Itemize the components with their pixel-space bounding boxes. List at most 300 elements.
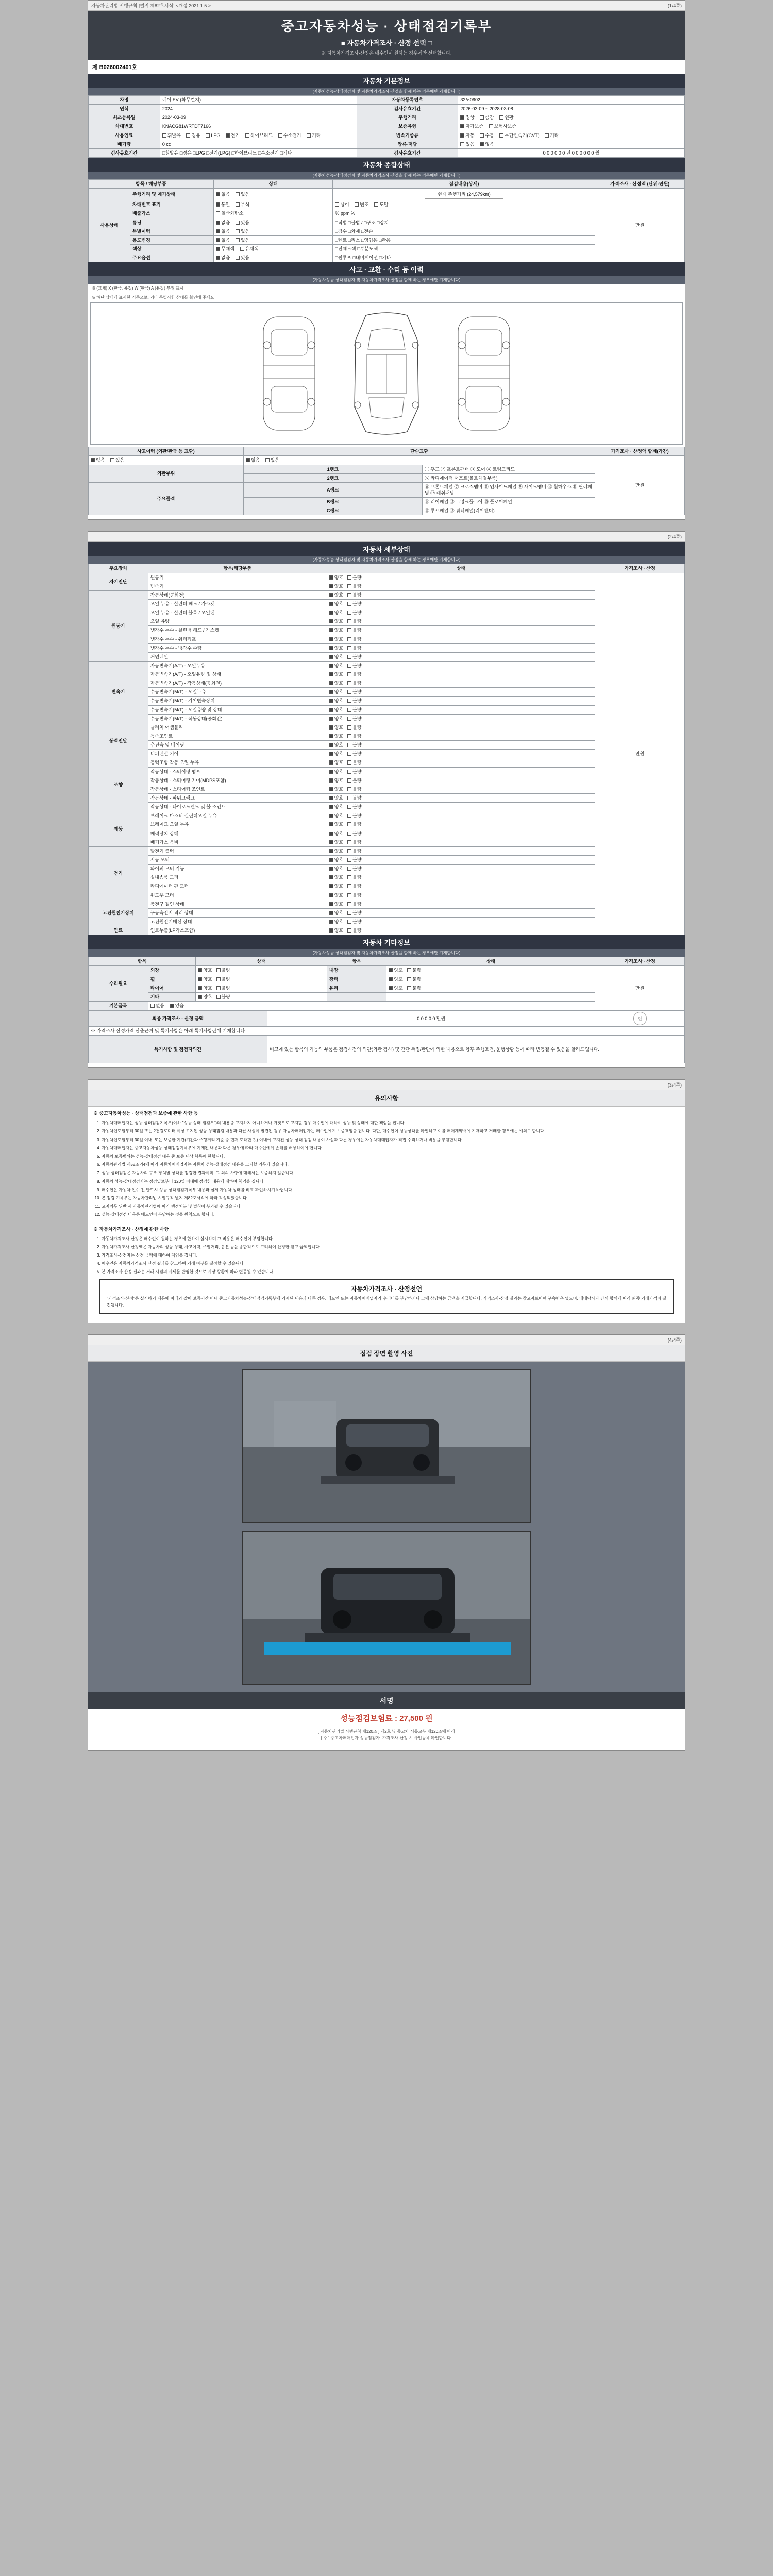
- state-ok[interactable]: 양호: [329, 866, 343, 872]
- state-ok[interactable]: 양호: [329, 892, 343, 899]
- state-ok[interactable]: 양호: [329, 769, 343, 775]
- detail-state: [327, 829, 595, 838]
- table-head-row: [89, 179, 685, 188]
- ov6-chroma[interactable]: 유채색: [240, 246, 259, 252]
- state-bad[interactable]: 불량: [347, 636, 361, 642]
- state-bad[interactable]: 불량: [347, 645, 361, 651]
- state-bad[interactable]: 불량: [347, 716, 361, 722]
- detail-item: 오일 누유 - 실린더 헤드 / 가스켓: [148, 599, 327, 608]
- warranty-opt-insurance[interactable]: 보험사보증: [489, 123, 516, 129]
- detail-head-2: 상태: [327, 564, 595, 573]
- state-ok[interactable]: 양호: [329, 698, 343, 704]
- page-4: [88, 1334, 685, 1751]
- seal-icon: 인: [633, 1012, 647, 1025]
- state-ok[interactable]: 양호: [329, 689, 343, 695]
- state-ok[interactable]: 양호: [329, 636, 343, 642]
- detail-item: 작동상태 - 스티어링 펌프: [148, 767, 327, 776]
- state-ok[interactable]: 양호: [329, 901, 343, 907]
- etc2-bad[interactable]: 불량: [216, 985, 230, 991]
- acc-head-a: 사고이력 (외판/판금 등 교환): [89, 447, 244, 456]
- state-ok[interactable]: 양호: [329, 574, 343, 581]
- ov0-yes[interactable]: 있음: [236, 191, 249, 197]
- page-3-left: [91, 1081, 93, 1088]
- footer-line-1: [ 자동차관리법 시행규칙 제120조 ] 제2호 및 중고차 서류교부 제120조에 따라: [317, 1729, 456, 1734]
- state-ok[interactable]: 양호: [329, 751, 343, 757]
- fee-label: 성능점검보험료 :: [340, 1714, 397, 1723]
- etc-head-0b: 항목: [327, 957, 386, 966]
- ov4-none[interactable]: 없음: [216, 228, 230, 234]
- state-bad[interactable]: 불량: [347, 866, 361, 872]
- acc-a-none[interactable]: 없음: [91, 457, 105, 463]
- etc2b-bad[interactable]: 불량: [407, 985, 421, 991]
- ov5-none[interactable]: 없음: [216, 237, 230, 243]
- mileage-opt-increase[interactable]: 증감: [480, 114, 494, 121]
- section-sub-etc: (자동차성능·상태점검자 및 자동차가격조사·산정을 함께 하는 경우에만 기재합니다): [88, 949, 685, 957]
- state-bad[interactable]: 불량: [347, 883, 361, 889]
- fuel-label: 사용연료: [89, 131, 160, 140]
- detail-item: 수동변속기(M/T) - 오일누유: [148, 688, 327, 697]
- state-ok[interactable]: 양호: [329, 848, 343, 854]
- mileage-opt-normal[interactable]: 정상: [460, 114, 474, 121]
- basic-value2-2: [458, 113, 685, 122]
- state-ok[interactable]: 양호: [329, 919, 343, 925]
- etc3-bad[interactable]: 불량: [216, 994, 230, 1000]
- detail-item: 원동기: [148, 573, 327, 582]
- detail-state: [327, 767, 595, 776]
- signature-band: 서명: [88, 1692, 685, 1709]
- state-ok[interactable]: 양호: [329, 759, 343, 766]
- state-bad[interactable]: 불량: [347, 839, 361, 845]
- etc-state-0: [196, 966, 327, 975]
- state-ok[interactable]: 양호: [329, 609, 343, 616]
- basic-value-7: □휘발유 □경유 □LPG □전기(LPG) □하이브리드 □수소전기 □기타: [160, 148, 357, 157]
- notice-item: 12. 성능·상태점검 비용은 매도인이 부담하는 것을 원칙으로 합니다.: [102, 1211, 678, 1218]
- state-ok[interactable]: 양호: [329, 742, 343, 748]
- section-sub-basic: (자동차성능·상태점검자 및 자동차가격조사·산정을 함께 하는 경우에만 기재합니다): [88, 88, 685, 95]
- detail-item: 와이퍼 모터 기능: [148, 865, 327, 873]
- declaration-box: [99, 1279, 674, 1314]
- etc-head-0: 항목: [89, 957, 196, 966]
- trans-opt-auto[interactable]: 자동: [460, 132, 474, 139]
- ov3-yes[interactable]: 있음: [236, 219, 249, 226]
- basic-label-7: 검사유효기간: [89, 148, 160, 157]
- state-bad[interactable]: 불량: [347, 848, 361, 854]
- detail-state: [327, 873, 595, 882]
- state-bad[interactable]: 불량: [347, 698, 361, 704]
- ov7-none[interactable]: 없음: [216, 255, 230, 261]
- acc-rank-2: 2랭크: [243, 473, 422, 482]
- basic-info-table: [88, 95, 685, 158]
- etc0-bad[interactable]: 불량: [216, 967, 230, 973]
- etc2-ok[interactable]: 양호: [198, 985, 212, 991]
- detail-head-3: 가격조사 · 산정: [595, 564, 685, 573]
- detail-state: [327, 643, 595, 652]
- detail-state: [327, 776, 595, 785]
- overall-item-2: 배출가스: [130, 209, 213, 218]
- detail-item: 발전기 출력: [148, 846, 327, 855]
- detail-state: [327, 838, 595, 846]
- ov0-none[interactable]: 없음: [216, 191, 230, 197]
- detail-state: [327, 617, 595, 626]
- ov2-co[interactable]: 일산화탄소: [216, 210, 243, 216]
- detail-state: [327, 750, 595, 758]
- state-bad[interactable]: 불량: [347, 601, 361, 607]
- acc-b-none[interactable]: 없음: [246, 457, 260, 463]
- acc-rank-C: C랭크: [243, 506, 422, 515]
- detail-item: 오일 유량: [148, 617, 327, 626]
- state-bad[interactable]: 불량: [347, 919, 361, 925]
- detail-item: 수동변속기(M/T) - 작동상태(공회전): [148, 714, 327, 723]
- notice-head-2: ※ 자동차가격조사 · 산정에 관한 사항: [93, 1226, 169, 1232]
- state-bad[interactable]: 불량: [347, 892, 361, 899]
- page-number-4: (4/4쪽): [667, 1337, 682, 1343]
- detail-item: 충전구 절연 상태: [148, 900, 327, 908]
- total-price-table: [88, 1010, 685, 1063]
- detail-state: [327, 882, 595, 891]
- acc-items-A: ⑥ 프론트패널 ⑦ 크로스멤버 ⑧ 인사이드패널 ⑨ 사이드멤버 ⑩ 휠하우스 ⑪ 필러패널 ⑫ 대쉬패널: [422, 482, 595, 497]
- state-bad[interactable]: 불량: [347, 618, 361, 624]
- document-subtitle: ■ 자동차가격조사 · 산정 선택 □: [341, 39, 432, 47]
- detail-state: [327, 926, 595, 935]
- section-title-detail: 자동차 세부상태: [88, 542, 685, 556]
- detail-state: [327, 679, 595, 688]
- basic-value2-1: 2026-03-09 ~ 2028-03-08: [458, 105, 685, 113]
- acc-rank-A: A랭크: [243, 482, 422, 497]
- basic-value-2: 2024-03-09: [160, 113, 357, 122]
- state-bad[interactable]: 불량: [347, 609, 361, 616]
- notice-title: 유의사항: [88, 1090, 685, 1107]
- state-bad[interactable]: 불량: [347, 583, 361, 589]
- etc-state-2: [196, 984, 327, 992]
- state-ok[interactable]: 양호: [329, 716, 343, 722]
- table-row: [89, 105, 685, 113]
- state-ok[interactable]: 양호: [329, 601, 343, 607]
- acc-b-yes[interactable]: 있음: [265, 457, 279, 463]
- detail-item: 동력조향 작동 오일 누유: [148, 758, 327, 767]
- etc2b-ok[interactable]: 양호: [389, 985, 402, 991]
- mileage-opt-status[interactable]: 현황: [499, 114, 513, 121]
- basic-items-yes[interactable]: 있음: [170, 1003, 184, 1009]
- state-ok[interactable]: 양호: [329, 618, 343, 624]
- state-ok[interactable]: 양호: [329, 874, 343, 880]
- section-title-accident: 사고 · 교환 · 수리 등 이력: [88, 262, 685, 276]
- notice-item: 2. 자동차인도일부터 30일 또는 2천킬로미터 이상 고지된 성능·상태점검 내용과 다른 사실이 발견된 경우 자동차매매업자는 매수인에게 보증책임을 집니다. 다만, 매수인이 성능상태를 확인하고 이를 매매계약서에 기재하고 거래한 경우에는 예외로 합니다.: [102, 1128, 678, 1134]
- detail-item: 작동상태(공회전): [148, 590, 327, 599]
- state-ok[interactable]: 양호: [329, 812, 343, 819]
- state-ok[interactable]: 양호: [329, 857, 343, 863]
- acc-items-2: ⑤ 라디에이터 서포트(볼트체결부품): [422, 473, 595, 482]
- ov3-none[interactable]: 없음: [216, 219, 230, 226]
- basic-items-none[interactable]: 없음: [150, 1003, 164, 1009]
- acc-a-yes[interactable]: 있음: [110, 457, 124, 463]
- accident-legend-2: ※ 하단 상태에 표시한 기준으로, 기타 특별사항 상태를 확인해 주세요: [91, 295, 214, 300]
- overall-state-0: [213, 189, 332, 200]
- trans-opt-cvt[interactable]: 무단변속기(CVT): [499, 132, 539, 139]
- car-side-left-diagram: [250, 309, 328, 438]
- overall-detail-3: □적법 □불법 / □구조 □장치: [333, 218, 595, 227]
- state-bad[interactable]: 불량: [347, 812, 361, 819]
- state-bad[interactable]: 불량: [347, 751, 361, 757]
- detail-group-0: 자기진단: [89, 573, 148, 590]
- overall-item-4: 특별이력: [130, 227, 213, 235]
- detail-group-3: 동력전달: [89, 723, 148, 758]
- detail-item: 구동축전지 격리 상태: [148, 908, 327, 917]
- section-sub-overall: (자동차성능·상태점검자 및 자동차가격조사·산정을 함께 하는 경우에만 기재합니다): [88, 172, 685, 179]
- state-bad[interactable]: 불량: [347, 733, 361, 739]
- notice-list-2: [102, 1235, 678, 1276]
- overall-price: 만원: [595, 189, 685, 262]
- page-1-topstrip: [88, 1, 685, 11]
- total-ink: [595, 1011, 685, 1027]
- overall-group-label: 사용상태: [89, 189, 130, 262]
- overall-state-5: [213, 235, 332, 244]
- etc1b-bad[interactable]: 불량: [407, 976, 421, 982]
- basic-label-1: 연식: [89, 105, 160, 113]
- table-head-row: [89, 957, 685, 966]
- state-ok[interactable]: 양호: [329, 795, 343, 801]
- state-ok[interactable]: 양호: [329, 583, 343, 589]
- state-ok[interactable]: 양호: [329, 627, 343, 633]
- state-ok[interactable]: 양호: [329, 645, 343, 651]
- notice-list-1: [102, 1120, 678, 1218]
- state-bad[interactable]: 불량: [347, 910, 361, 916]
- ov1-same[interactable]: 동일: [216, 201, 230, 208]
- table-row: [89, 573, 685, 582]
- etc-head-1: 상태: [196, 957, 327, 966]
- state-bad[interactable]: 불량: [347, 671, 361, 677]
- detail-group-8: 연료: [89, 926, 148, 935]
- ov1-erase[interactable]: 도말: [374, 201, 388, 208]
- basic-value-3: KNACG81WRTDT7166: [160, 122, 357, 131]
- state-bad[interactable]: 불량: [347, 680, 361, 686]
- state-ok[interactable]: 양호: [329, 592, 343, 598]
- state-ok[interactable]: 양호: [329, 777, 343, 784]
- detail-item: 자동변속기(A/T) - 작동상태(공회전): [148, 679, 327, 688]
- detail-state: [327, 573, 595, 582]
- state-bad[interactable]: 불량: [347, 857, 361, 863]
- trans-opt-manual[interactable]: 수동: [480, 132, 494, 139]
- fuel-opt-diesel[interactable]: 경유: [186, 132, 200, 139]
- etc-group: 수리필요: [89, 966, 148, 1002]
- overall-item-6: 색상: [130, 244, 213, 253]
- table-row: [89, 122, 685, 131]
- state-bad[interactable]: 불량: [347, 795, 361, 801]
- state-bad[interactable]: 불량: [347, 786, 361, 792]
- state-bad[interactable]: 불량: [347, 874, 361, 880]
- lien-opt-yes[interactable]: 있음: [460, 141, 474, 147]
- accident-legend-1: ※ (교체) X (판금, 용접) W (판금) A (용접) 부위 표시: [91, 286, 184, 291]
- detail-state-table: [88, 564, 685, 935]
- section-title-etc: 자동차 기타정보: [88, 935, 685, 949]
- car-top-diagram: [335, 309, 438, 438]
- ov1-corrosion[interactable]: 부식: [236, 201, 249, 208]
- page-2: [88, 531, 685, 1068]
- basic-value2-3: [458, 122, 685, 131]
- notice-item: 8. 자동차 성능·상태점검자는 점검일로부터 120일 이내에 점검한 내용에 대하여 책임을 집니다.: [102, 1178, 678, 1185]
- detail-state: [327, 697, 595, 705]
- state-bad[interactable]: 불량: [347, 901, 361, 907]
- overall-state-3: [213, 218, 332, 227]
- notice-item: 9. 매수인은 자동차 인수 전 반드시 성능·상태점검기록부 내용과 실제 자동차 상태를 비교·확인하시기 바랍니다.: [102, 1187, 678, 1193]
- fuel-opt-hybrid[interactable]: 하이브리드: [245, 132, 273, 139]
- state-ok[interactable]: 양호: [329, 671, 343, 677]
- accident-summary-table: [88, 447, 685, 515]
- fuel-opt-hydrogen[interactable]: 수소전기: [278, 132, 301, 139]
- etc0b-ok[interactable]: 양호: [389, 967, 402, 973]
- form-reference: 자동차관리법 시행규칙 [별지 제82호서식] <개정 2021.1.5.>: [91, 3, 211, 8]
- etc1-ok[interactable]: 양호: [198, 976, 212, 982]
- footer-line-2: [ 주 ] 중고차매매업자·성능점검자 ·가격조사·산정 시 사업등록 확인합니다.: [321, 1735, 452, 1740]
- basic-label2-3: 보증유형: [357, 122, 458, 131]
- state-ok[interactable]: 양호: [329, 883, 343, 889]
- trans-opt-etc[interactable]: 기타: [545, 132, 559, 139]
- detail-state: [327, 705, 595, 714]
- ov1-diff[interactable]: 상이: [335, 201, 349, 208]
- table-row: [89, 1011, 685, 1027]
- overall-detail-7: □썬루프 □내비게이션 □기타: [333, 253, 595, 262]
- page-number-2: (2/4쪽): [667, 534, 682, 540]
- fuel-opt-gasoline[interactable]: 휘발유: [162, 132, 181, 139]
- table-row: [89, 1027, 685, 1036]
- state-bad[interactable]: 불량: [347, 707, 361, 713]
- state-bad[interactable]: 불량: [347, 759, 361, 766]
- state-bad[interactable]: 불량: [347, 592, 361, 598]
- state-bad[interactable]: 불량: [347, 927, 361, 934]
- lien-opt-no[interactable]: 없음: [480, 141, 494, 147]
- overall-item-1: 차대번호 표기: [130, 200, 213, 209]
- state-ok[interactable]: 양호: [329, 707, 343, 713]
- state-ok[interactable]: 양호: [329, 680, 343, 686]
- etc3-ok[interactable]: 양호: [198, 994, 212, 1000]
- overall-detail-2: % ppm %: [333, 209, 595, 218]
- ov7-yes[interactable]: 있음: [236, 255, 249, 261]
- detail-state: [327, 803, 595, 811]
- detail-item: 디퍼렌셜 기어: [148, 750, 327, 758]
- state-bad[interactable]: 불량: [347, 821, 361, 827]
- etc0b-bad[interactable]: 불량: [407, 967, 421, 973]
- state-bad[interactable]: 불량: [347, 574, 361, 581]
- section-title-overall: 자동차 종합상태: [88, 158, 685, 172]
- etc-head-1b: 상태: [386, 957, 595, 966]
- detail-item: 고전원전기배선 상태: [148, 918, 327, 926]
- state-ok[interactable]: 양호: [329, 786, 343, 792]
- page-2-topstrip: [88, 532, 685, 542]
- ov6-achroma[interactable]: 무채색: [216, 246, 234, 252]
- state-bad[interactable]: 불량: [347, 663, 361, 669]
- state-ok[interactable]: 양호: [329, 839, 343, 845]
- state-ok[interactable]: 양호: [329, 733, 343, 739]
- total-value: 0 0 0 0 0 만원: [267, 1011, 595, 1027]
- detail-item: 시동 모터: [148, 856, 327, 865]
- footer-note: [88, 1727, 685, 1746]
- overall-item-3: 튜닝: [130, 218, 213, 227]
- transmission-label: 변속기종류: [357, 131, 458, 140]
- state-bad[interactable]: 불량: [347, 804, 361, 810]
- etc-price: 만원: [595, 966, 685, 1010]
- state-bad[interactable]: 불량: [347, 654, 361, 660]
- detail-state: [327, 891, 595, 900]
- detail-state: [327, 688, 595, 697]
- page-1: [88, 0, 685, 520]
- overall-state-6: [213, 244, 332, 253]
- detail-item: 배기가스 붐비: [148, 838, 327, 846]
- etc0-ok[interactable]: 양호: [198, 967, 212, 973]
- etc1-bad[interactable]: 불량: [216, 976, 230, 982]
- state-ok[interactable]: 양호: [329, 927, 343, 934]
- overall-state-2: [213, 209, 332, 218]
- ov1-alter[interactable]: 변조: [355, 201, 368, 208]
- car-diagram-area: [90, 302, 683, 445]
- state-bad[interactable]: 불량: [347, 777, 361, 784]
- page-number-1: (1/4쪽): [667, 3, 682, 8]
- basic-value-1: 2024: [160, 105, 357, 113]
- ov4-yes[interactable]: 있음: [236, 228, 249, 234]
- basic-value2-7: 0 0 0 0 0 0 년 0 0 0 0 0 0 월: [458, 148, 685, 157]
- state-bad[interactable]: 불량: [347, 742, 361, 748]
- detail-state: [327, 723, 595, 732]
- etc1b-ok[interactable]: 양호: [389, 976, 402, 982]
- detail-head-0: 주요장치: [89, 564, 148, 573]
- state-ok[interactable]: 양호: [329, 724, 343, 731]
- etc-item-0: 외장: [148, 966, 196, 975]
- acc-items-1: ① 후드 ② 프론트팬더 ③ 도어 ④ 트렁크리드: [422, 465, 595, 473]
- etc-basic-value: [148, 1001, 595, 1010]
- detail-state: [327, 900, 595, 908]
- fuel-opt-lpg[interactable]: LPG: [206, 132, 220, 139]
- detail-state: [327, 820, 595, 829]
- etc-table: [88, 957, 685, 1010]
- detail-item: 수동변속기(M/T) - 기어변속장치: [148, 697, 327, 705]
- state-ok[interactable]: 양호: [329, 654, 343, 660]
- state-bad[interactable]: 불량: [347, 831, 361, 837]
- page-4-topstrip: [88, 1335, 685, 1345]
- detail-item: 작동상태 - 스티어링 조인트: [148, 785, 327, 793]
- table-head-row: [89, 447, 685, 456]
- ov5-yes[interactable]: 있음: [236, 237, 249, 243]
- state-ok[interactable]: 양호: [329, 910, 343, 916]
- state-bad[interactable]: 불량: [347, 689, 361, 695]
- basic-label2-0: 자동차등록번호: [357, 96, 458, 105]
- overall-state-4: [213, 227, 332, 235]
- basic-label2-2: 주행거리: [357, 113, 458, 122]
- fuel-opt-etc[interactable]: 기타: [307, 132, 321, 139]
- etc-item-1b: 광택: [327, 975, 386, 984]
- state-ok[interactable]: 양호: [329, 821, 343, 827]
- warranty-opt-self[interactable]: 자가보증: [460, 123, 483, 129]
- fuel-opt-electric[interactable]: 전기: [226, 132, 240, 139]
- state-ok[interactable]: 양호: [329, 663, 343, 669]
- document-banner: [88, 11, 685, 60]
- detail-item: 작동상태 - 파워크랭크: [148, 794, 327, 803]
- detail-item: 수동변속기(M/T) - 오일유량 및 상태: [148, 705, 327, 714]
- state-bad[interactable]: 불량: [347, 627, 361, 633]
- notice-item: 2. 자동차가격조사·산정액은 자동차의 성능·상태, 사고이력, 주행거리, 옵션 등을 종합적으로 고려하여 산정한 참고 금액입니다.: [102, 1244, 678, 1250]
- detail-state: [327, 599, 595, 608]
- acc-head-b: 단순교환: [243, 447, 595, 456]
- detail-state: [327, 908, 595, 917]
- basic-value2-0: 32도0902: [458, 96, 685, 105]
- state-ok[interactable]: 양호: [329, 831, 343, 837]
- state-bad[interactable]: 불량: [347, 724, 361, 731]
- table-head-row: [89, 564, 685, 573]
- overall-detail-5: □렌트 □리스 □영업용 □관용: [333, 235, 595, 244]
- detail-item: 라디에이터 팬 모터: [148, 882, 327, 891]
- state-bad[interactable]: 불량: [347, 769, 361, 775]
- acc-group-1: 외판부위: [89, 465, 244, 482]
- acc-group-2: 주요골격: [89, 482, 244, 515]
- detail-item: 냉각수 누수 - 실린더 헤드 / 가스켓: [148, 626, 327, 635]
- state-ok[interactable]: 양호: [329, 804, 343, 810]
